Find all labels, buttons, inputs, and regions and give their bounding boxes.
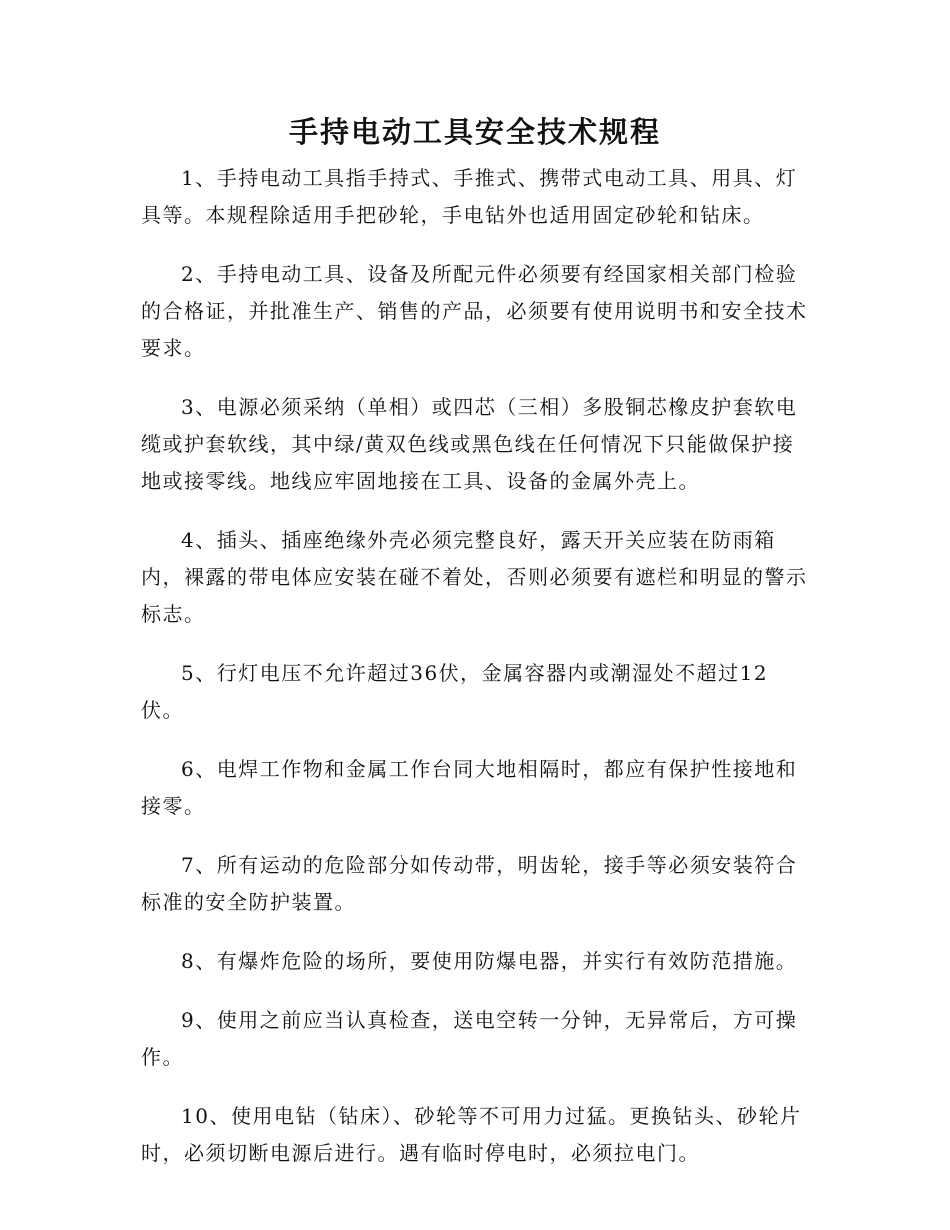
paragraph-3: 3、电源必须采纳（单相）或四芯（三相）多股铜芯橡皮护套软电缆或护套软线，其中绿/黄双色线或黑色线在任何情况下只能做保护接地或接零线。地线应牢固地接在工具、设备的金属外壳上。 [141, 395, 798, 493]
paragraph-8: 8、有爆炸危险的场所，要使用防爆电器，并实行有效防范措施。 [181, 949, 798, 973]
paragraph-10: 10、使用电钻（钻床）、砂轮等不可用力过猛。更换钻头、砂轮片时，必须切断电源后进行。遇有临时停电时，必须拉电门。 [141, 1104, 802, 1165]
paragraph-1: 1、手持电动工具指手持式、手推式、携带式电动工具、用具、灯具等。本规程除适用手把砂轮，手电钻外也适用固定砂轮和钻床。 [141, 166, 798, 227]
paragraph-2: 2、手持电动工具、设备及所配元件必须要有经国家相关部门检验的合格证，并批准生产、销售的产品，必须要有使用说明书和安全技术要求。 [141, 262, 808, 360]
paragraph-7: 7、所有运动的危险部分如传动带，明齿轮，接手等必须安装符合标准的安全防护装置。 [141, 853, 798, 914]
document-body [141, 160, 809, 1194]
paragraph-6: 6、电焊工作物和金属工作台同大地相隔时，都应有保护性接地和接零。 [141, 757, 798, 818]
paragraph-4: 4、插头、插座绝缘外壳必须完整良好，露天开关应装在防雨箱内，裸露的带电体应安装在碰不着处，否则必须要有遮栏和明显的警示标志。 [141, 528, 808, 626]
page-title: 手持电动工具安全技术规程 [288, 115, 661, 149]
paragraph-9: 9、使用之前应当认真检查，送电空转一分钟，无异常后，方可操作。 [141, 1008, 798, 1069]
paragraph-5: 5、行灯电压不允许超过36伏，金属容器内或潮湿处不超过12伏。 [141, 661, 769, 722]
